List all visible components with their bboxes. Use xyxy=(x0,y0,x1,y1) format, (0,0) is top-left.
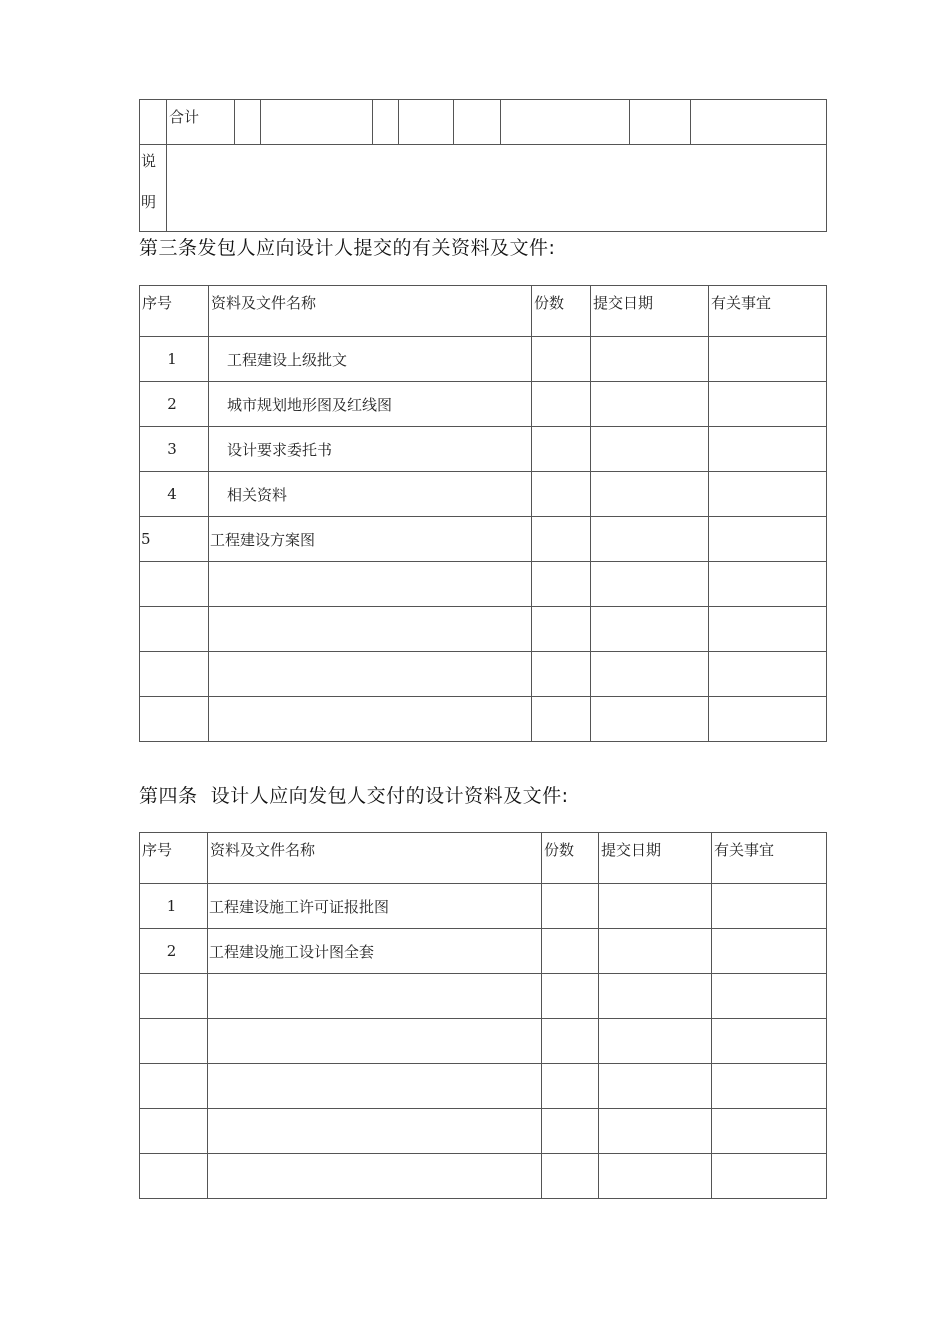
header-remarks: 有关事宜 xyxy=(709,286,827,337)
header-name: 资料及文件名称 xyxy=(208,833,542,884)
row-no: 1 xyxy=(140,337,209,382)
table-row xyxy=(140,607,827,652)
section3-table xyxy=(139,285,827,742)
total-row xyxy=(140,100,827,145)
note-label-cell xyxy=(140,145,167,232)
row-name: 工程建设方案图 xyxy=(209,517,532,562)
header-no: 序号 xyxy=(140,833,208,884)
table-row xyxy=(140,1154,827,1199)
table-row xyxy=(140,884,827,929)
section3-heading: 第三条发包人应向设计人提交的有关资料及文件: xyxy=(139,237,556,259)
header-copies: 份数 xyxy=(532,286,591,337)
row-no: 2 xyxy=(140,929,208,974)
row-name: 相关资料 xyxy=(209,472,532,517)
table-row xyxy=(140,929,827,974)
row-name: 设计要求委托书 xyxy=(209,427,532,472)
note-row xyxy=(140,145,827,232)
row-no: 2 xyxy=(140,382,209,427)
note-label-1: 说 xyxy=(141,152,157,170)
table-row xyxy=(140,382,827,427)
table-row xyxy=(140,1019,827,1064)
row-no: 1 xyxy=(140,884,208,929)
summary-table xyxy=(139,99,827,232)
table-row xyxy=(140,652,827,697)
row-name: 工程建设施工许可证报批图 xyxy=(208,884,542,929)
section4-heading: 第四条 设计人应向发包人交付的设计资料及文件: xyxy=(139,785,569,807)
table-row xyxy=(140,1064,827,1109)
row-name: 工程建设施工设计图全套 xyxy=(208,929,542,974)
row-no: 5 xyxy=(140,517,209,562)
header-date: 提交日期 xyxy=(599,833,712,884)
table-row xyxy=(140,697,827,742)
header-name: 资料及文件名称 xyxy=(209,286,532,337)
header-no: 序号 xyxy=(140,286,209,337)
section4-table xyxy=(139,832,827,1199)
total-label: 合计 xyxy=(167,100,235,145)
table-row xyxy=(140,337,827,382)
table-row xyxy=(140,562,827,607)
header-remarks: 有关事宜 xyxy=(712,833,827,884)
note-label-2: 明 xyxy=(141,193,157,211)
table-row xyxy=(140,472,827,517)
section4-header-row xyxy=(140,833,827,884)
table-row xyxy=(140,1109,827,1154)
header-copies: 份数 xyxy=(542,833,599,884)
row-no: 4 xyxy=(140,472,209,517)
row-name: 工程建设上级批文 xyxy=(209,337,532,382)
table-row xyxy=(140,517,827,562)
row-name: 城市规划地形图及红线图 xyxy=(209,382,532,427)
row-no: 3 xyxy=(140,427,209,472)
header-date: 提交日期 xyxy=(591,286,709,337)
table-row xyxy=(140,974,827,1019)
note-content xyxy=(167,145,827,232)
table-row xyxy=(140,427,827,472)
section3-header-row xyxy=(140,286,827,337)
